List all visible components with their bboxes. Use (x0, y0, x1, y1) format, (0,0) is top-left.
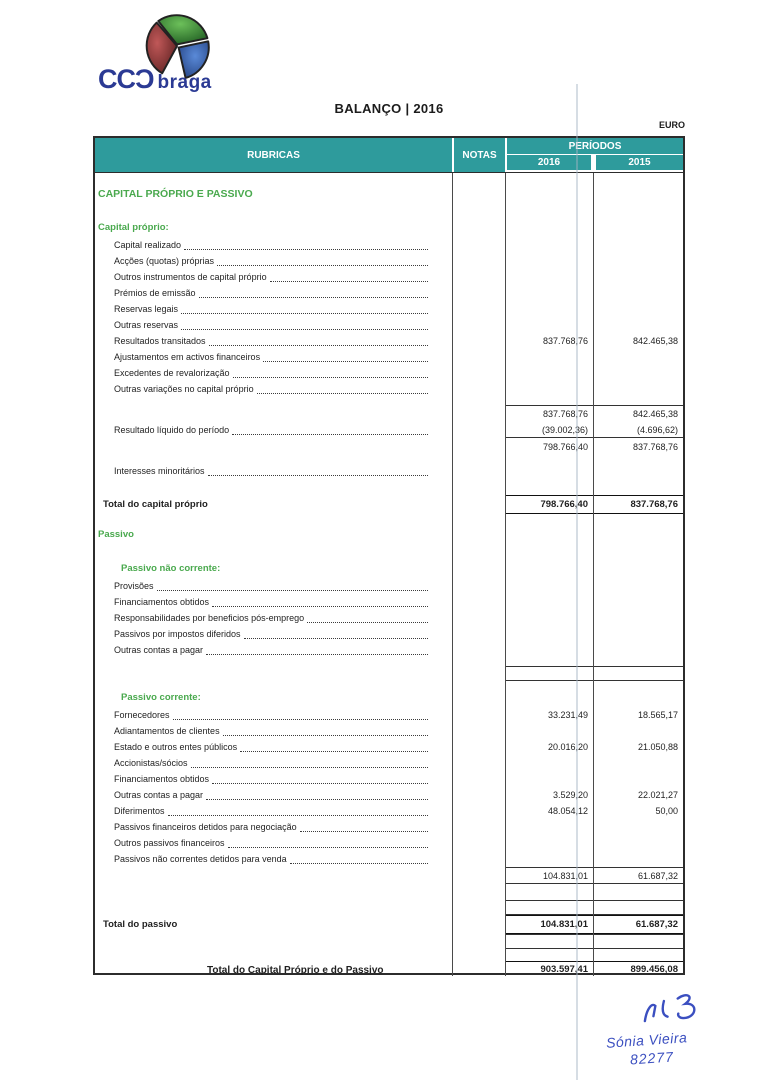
row-label: Responsabilidades por beneficios pós-emprego (114, 612, 305, 623)
value-2016 (505, 666, 593, 681)
value-2016 (505, 689, 593, 707)
table-spacer-row (95, 900, 683, 915)
currency-label: EURO (658, 120, 685, 130)
row-label: Passivos financeiros detidos para negociação (114, 821, 297, 832)
notas-cell (452, 438, 505, 455)
dot-leader (191, 767, 428, 768)
value-2015 (593, 819, 683, 835)
value-2016: 798.766,40 (542, 441, 588, 452)
value-2015: 21.050,88 (637, 742, 678, 752)
value-2015: 22.021,27 (637, 790, 678, 800)
value-2016 (505, 317, 593, 333)
notas-cell (452, 185, 505, 203)
dot-leader (257, 393, 428, 394)
notas-cell (452, 219, 505, 237)
notas-cell (452, 707, 505, 723)
row-label: Accionistas/sócios (114, 757, 188, 768)
value-2015 (593, 463, 683, 479)
value-2015 (593, 317, 683, 333)
table-body (95, 173, 683, 976)
table-row (95, 610, 683, 626)
table-row (95, 594, 683, 610)
value-2016 (505, 900, 593, 915)
row-label: Reservas legais (114, 303, 179, 314)
row-label: Estado e outros entes públicos (114, 741, 238, 752)
notas-cell (452, 422, 505, 438)
row-label: Resultados transitados (114, 335, 206, 346)
notas-cell (452, 689, 505, 707)
table-row (95, 185, 683, 203)
notas-cell (452, 961, 505, 976)
table-spacer-row (95, 173, 683, 185)
value-2015: 837.768,76 (632, 441, 678, 452)
table-spacer-row (95, 658, 683, 666)
value-2015 (593, 594, 683, 610)
row-label: Financiamentos obtidos (114, 773, 210, 784)
table-row (95, 422, 683, 438)
row-label: Capital realizado (114, 239, 182, 250)
value-2016 (505, 365, 593, 381)
table-row (95, 349, 683, 365)
dot-leader (168, 815, 428, 816)
table-header (95, 138, 683, 173)
value-2016: (39.002,36) (505, 422, 593, 438)
row-label: CAPITAL PRÓPRIO E PASSIVO (98, 187, 253, 200)
notas-cell (452, 495, 505, 514)
table-row (95, 285, 683, 301)
value-2016 (505, 610, 593, 626)
dot-leader (244, 638, 428, 639)
dot-leader (270, 281, 428, 282)
column-divider-line (505, 173, 506, 976)
table-row (95, 365, 683, 381)
row-label: Interesses minoritários (114, 465, 205, 476)
table-row (95, 463, 683, 479)
notas-cell (452, 755, 505, 771)
dot-leader (217, 265, 428, 266)
notas-cell (452, 819, 505, 835)
notas-cell (452, 560, 505, 578)
table-row (95, 961, 683, 976)
table-spacer-row (95, 397, 683, 405)
dot-leader (208, 475, 428, 476)
dot-leader (307, 622, 428, 623)
row-label: Fornecedores (114, 709, 170, 720)
value-2016 (505, 755, 593, 771)
dot-leader (206, 654, 428, 655)
value-2015 (593, 285, 683, 301)
dot-leader (199, 297, 428, 298)
value-2015 (593, 642, 683, 658)
ccd-braga-logo (96, 8, 296, 100)
value-2016 (505, 771, 593, 787)
notas-cell (452, 867, 505, 884)
value-2015 (593, 365, 683, 381)
row-label: Prémios de emissão (114, 287, 196, 298)
page-title: BALANÇO | 2016 (334, 101, 444, 116)
value-2016 (505, 526, 593, 544)
value-2016 (505, 237, 593, 253)
dot-leader (232, 434, 428, 435)
table-row (95, 438, 683, 455)
table-row (95, 237, 683, 253)
notas-cell (452, 365, 505, 381)
row-label: Passivo corrente: (121, 692, 201, 704)
value-2015 (593, 900, 683, 915)
row-label: Outras contas a pagar (114, 789, 204, 800)
balance-table (93, 136, 685, 975)
notas-cell (452, 463, 505, 479)
value-2015: 899.456,08 (593, 961, 683, 976)
value-2015 (593, 626, 683, 642)
table-row (95, 333, 683, 349)
notas-cell (452, 900, 505, 915)
value-2016: 3.529,20 (552, 790, 588, 800)
value-2016 (505, 185, 593, 203)
notas-cell (452, 642, 505, 658)
dot-leader (223, 735, 428, 736)
table-row (95, 689, 683, 707)
value-2016 (505, 285, 593, 301)
value-2016: 104.831,01 (505, 867, 593, 884)
row-label: Total do capital próprio (103, 498, 208, 510)
row-label: Diferimentos (114, 805, 165, 816)
row-label: Financiamentos obtidos (114, 596, 210, 607)
table-row (95, 317, 683, 333)
value-2015 (593, 578, 683, 594)
column-header-rubricas: RUBRICAS (95, 138, 452, 172)
notas-cell (452, 237, 505, 253)
table-row (95, 819, 683, 835)
table-row (95, 381, 683, 397)
notas-cell (452, 666, 505, 681)
notas-cell (452, 269, 505, 285)
value-2016 (505, 934, 593, 949)
value-2016: 48.054,12 (547, 806, 588, 816)
value-2015 (593, 237, 683, 253)
notas-cell (452, 803, 505, 819)
table-spacer-row (95, 455, 683, 463)
table-row (95, 707, 683, 723)
table-spacer-row (95, 884, 683, 900)
value-2015 (593, 185, 683, 203)
dot-leader (263, 361, 428, 362)
row-label: Passivos por impostos diferidos (114, 628, 241, 639)
table-row (95, 787, 683, 803)
value-2016: 33.231,49 (547, 710, 588, 720)
row-label: Outros passivos financeiros (114, 837, 225, 848)
column-divider-line (452, 173, 453, 976)
row-label: Total do passivo (103, 918, 178, 930)
signature-number: 82277 (629, 1048, 675, 1068)
table-row (95, 626, 683, 642)
table-spacer-row (95, 681, 683, 689)
column-divider-line (593, 173, 594, 976)
dot-leader (290, 863, 428, 864)
dot-leader (212, 783, 428, 784)
value-2015 (593, 723, 683, 739)
value-2015: 842.465,38 (593, 405, 683, 422)
dot-leader (181, 313, 428, 314)
value-2016 (505, 642, 593, 658)
value-2016: 798.766,40 (505, 495, 593, 514)
row-label: Capital próprio: (98, 222, 169, 234)
value-2015 (593, 349, 683, 365)
notas-cell (452, 594, 505, 610)
value-2015 (593, 689, 683, 707)
notas-cell (452, 526, 505, 544)
dot-leader (209, 345, 428, 346)
notas-cell (452, 578, 505, 594)
row-label: Resultado líquido do período (114, 424, 230, 435)
value-2015 (593, 560, 683, 578)
notas-cell (452, 405, 505, 422)
value-2015 (593, 851, 683, 867)
row-label: Outras reservas (114, 319, 179, 330)
value-2016: 837.768,76 (542, 336, 588, 346)
column-header-notas: NOTAS (454, 138, 505, 172)
row-label: Excedentes de revalorização (114, 367, 230, 378)
value-2015 (593, 610, 683, 626)
table-row (95, 723, 683, 739)
notas-cell (452, 610, 505, 626)
notas-cell (452, 301, 505, 317)
table-row (95, 739, 683, 755)
value-2016: 837.768,76 (505, 405, 593, 422)
notas-cell (452, 851, 505, 867)
notas-cell (452, 787, 505, 803)
value-2016 (505, 560, 593, 578)
value-2016 (505, 253, 593, 269)
value-2015 (593, 934, 683, 949)
dot-leader (206, 799, 428, 800)
row-label: Ajustamentos em activos financeiros (114, 351, 261, 362)
column-header-2015: 2015 (596, 155, 683, 170)
value-2016 (505, 835, 593, 851)
row-label: Passivos não correntes detidos para venda (114, 853, 287, 864)
value-2015: 18.565,17 (637, 710, 678, 720)
table-spacer-row (95, 544, 683, 560)
value-2016 (505, 626, 593, 642)
dot-leader (300, 831, 428, 832)
table-spacer-row (95, 666, 683, 681)
table-row (95, 253, 683, 269)
table-row (95, 755, 683, 771)
dot-leader (233, 377, 428, 378)
row-label: Outros instrumentos de capital próprio (114, 271, 267, 282)
value-2016 (505, 819, 593, 835)
scan-artifact-line (576, 84, 578, 1080)
value-2016 (505, 463, 593, 479)
column-header-periodos: PERÍODOS (507, 138, 683, 154)
table-row (95, 495, 683, 514)
table-row (95, 578, 683, 594)
notas-cell (452, 626, 505, 642)
table-row (95, 269, 683, 285)
value-2015 (593, 381, 683, 397)
row-label: Outras contas a pagar (114, 644, 204, 655)
value-2016: 20.016,20 (547, 742, 588, 752)
table-row (95, 851, 683, 867)
value-2015 (593, 269, 683, 285)
table-spacer-row (95, 479, 683, 495)
logo-wordmark (98, 64, 212, 95)
notas-cell (452, 739, 505, 755)
row-label: Passivo (98, 529, 134, 541)
value-2016 (505, 381, 593, 397)
logo-mark-text: CCƆ (98, 64, 154, 94)
notas-cell (452, 915, 505, 934)
value-2015: 61.687,32 (593, 915, 683, 934)
table-row (95, 526, 683, 544)
notas-cell (452, 381, 505, 397)
table-spacer-row (95, 934, 683, 949)
signature-name: Sónia Vieira (605, 1029, 688, 1051)
notas-cell (452, 285, 505, 301)
dot-leader (240, 751, 428, 752)
logo-city-text: braga (157, 72, 212, 93)
value-2016 (505, 578, 593, 594)
value-2016 (505, 219, 593, 237)
value-2015: 842.465,38 (632, 336, 678, 346)
dot-leader (173, 719, 428, 720)
value-2015: 61.687,32 (593, 867, 683, 884)
table-row (95, 219, 683, 237)
dot-leader (157, 590, 428, 591)
table-spacer-row (95, 203, 683, 219)
table-spacer-row (95, 514, 683, 526)
value-2015 (593, 301, 683, 317)
value-2015 (593, 771, 683, 787)
value-2015 (593, 835, 683, 851)
value-2016 (505, 301, 593, 317)
notas-cell (452, 349, 505, 365)
dot-leader (181, 329, 428, 330)
value-2015 (593, 219, 683, 237)
value-2015 (593, 526, 683, 544)
table-row (95, 405, 683, 422)
row-label: Provisões (114, 580, 154, 591)
row-label: Total do Capital Próprio e do Passivo (207, 964, 384, 976)
table-row (95, 803, 683, 819)
table-row (95, 867, 683, 884)
column-header-2016: 2016 (507, 155, 591, 170)
value-2015: (4.696,62) (593, 422, 683, 438)
dot-leader (212, 606, 428, 607)
value-2015 (593, 666, 683, 681)
table-row (95, 915, 683, 934)
row-label: Acções (quotas) próprias (114, 255, 215, 266)
row-label: Adiantamentos de clientes (114, 725, 220, 736)
value-2015 (593, 755, 683, 771)
notas-cell (452, 771, 505, 787)
notas-cell (452, 723, 505, 739)
value-2016 (505, 269, 593, 285)
table-row (95, 301, 683, 317)
table-row (95, 771, 683, 787)
value-2016 (505, 349, 593, 365)
table-row (95, 835, 683, 851)
value-2016: 903.597,41 (505, 961, 593, 976)
value-2015 (593, 253, 683, 269)
value-2015: 837.768,76 (593, 495, 683, 514)
dot-leader (184, 249, 428, 250)
notas-cell (452, 934, 505, 949)
column-header-periodos-group (507, 138, 683, 172)
notas-cell (452, 333, 505, 349)
row-label: Passivo não corrente: (121, 563, 221, 575)
value-2016 (505, 851, 593, 867)
table-spacer-row (95, 949, 683, 961)
signature-initials-icon (636, 988, 712, 1033)
value-2015: 50,00 (655, 806, 678, 816)
value-2016 (505, 594, 593, 610)
table-row (95, 642, 683, 658)
value-2016 (505, 723, 593, 739)
row-label: Outras variações no capital próprio (114, 383, 254, 394)
notas-cell (452, 317, 505, 333)
dot-leader (228, 847, 428, 848)
notas-cell (452, 253, 505, 269)
notas-cell (452, 835, 505, 851)
table-row (95, 560, 683, 578)
value-2016: 104.831,01 (505, 915, 593, 934)
